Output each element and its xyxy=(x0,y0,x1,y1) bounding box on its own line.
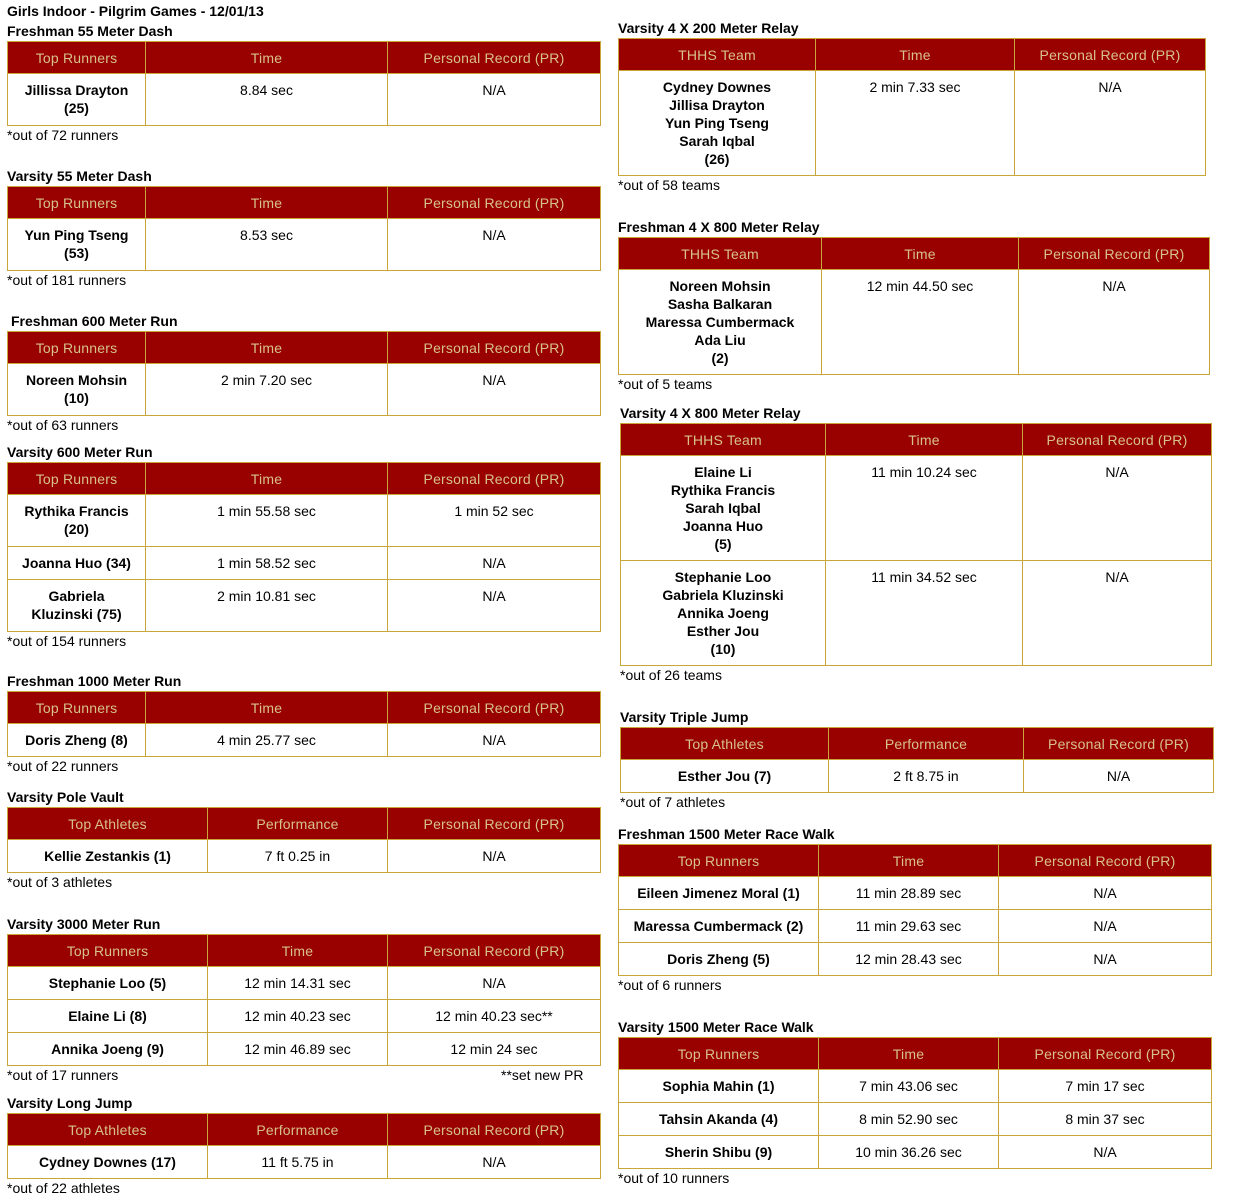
column-header-top-runners: Top Runners xyxy=(8,187,146,219)
column-header-personal-record-pr: Personal Record (PR) xyxy=(388,42,601,74)
athlete-name-line: Noreen Mohsin xyxy=(669,278,771,294)
column-header-top-runners: Top Runners xyxy=(8,463,146,495)
header-row xyxy=(619,1038,1212,1070)
table-row xyxy=(619,1103,1212,1136)
table-row xyxy=(8,547,601,580)
athlete-name-cell xyxy=(8,840,208,873)
personal-record-cell: N/A xyxy=(388,1146,601,1179)
athlete-name-cell xyxy=(621,760,829,793)
section-footnote xyxy=(618,1169,1211,1187)
result-cell: 2 min 10.81 sec xyxy=(146,580,388,632)
footnote-text: *out of 7 athletes xyxy=(620,794,726,810)
personal-record-cell: N/A xyxy=(388,580,601,632)
athlete-name-line: Cydney Downes (17) xyxy=(39,1154,176,1170)
section-footnote xyxy=(7,1066,600,1084)
athlete-name-line: Doris Zheng (8) xyxy=(25,732,128,748)
athlete-name-line: Joanna Huo xyxy=(682,518,764,534)
section-title: Freshman 1500 Meter Race Walk xyxy=(618,826,835,842)
table-row xyxy=(619,943,1212,976)
athlete-name-cell xyxy=(8,495,146,547)
column-header-top-runners: Top Runners xyxy=(8,935,208,967)
athlete-name-line: Sarah Iqbal xyxy=(685,500,761,516)
column-header-top-runners: Top Runners xyxy=(8,332,146,364)
personal-record-cell: N/A xyxy=(999,943,1212,976)
results-table xyxy=(7,186,601,271)
personal-record-cell: N/A xyxy=(388,840,601,873)
results-table xyxy=(620,423,1212,666)
section-title: Varsity Triple Jump xyxy=(620,709,749,725)
athlete-name-line: (53) xyxy=(64,245,89,261)
table-row xyxy=(8,364,601,416)
document-title: Girls Indoor - Pilgrim Games - 12/01/13 xyxy=(7,3,264,19)
section-title: Varsity 55 Meter Dash xyxy=(7,168,152,184)
personal-record-cell: 12 min 24 sec xyxy=(388,1033,601,1066)
section-footnote xyxy=(618,375,1209,393)
athlete-name-line: Stephanie Loo (5) xyxy=(48,975,167,991)
athlete-name-cell xyxy=(619,1136,819,1169)
athlete-name-line: Cydney Downes xyxy=(662,79,772,95)
column-header-top-athletes: Top Athletes xyxy=(621,728,829,760)
footnote-text: *out of 22 runners xyxy=(7,758,119,774)
athlete-name-cell xyxy=(8,1033,208,1066)
column-header-time: Time xyxy=(146,692,388,724)
athlete-name-line: Noreen Mohsin xyxy=(25,372,128,388)
section-varsity-long-jump xyxy=(7,1095,600,1197)
result-cell: 8.53 sec xyxy=(146,219,388,271)
personal-record-cell: 7 min 17 sec xyxy=(999,1070,1212,1103)
section-freshman-600-meter-run xyxy=(7,313,600,434)
personal-record-cell: N/A xyxy=(388,364,601,416)
results-table xyxy=(7,462,601,632)
athlete-name-cell xyxy=(8,580,146,632)
result-cell: 1 min 55.58 sec xyxy=(146,495,388,547)
column-header-time: Time xyxy=(208,935,388,967)
header-row xyxy=(619,39,1206,71)
section-title: Freshman 1000 Meter Run xyxy=(7,673,182,689)
personal-record-cell: N/A xyxy=(388,724,601,757)
column-header-time: Time xyxy=(146,332,388,364)
header-row xyxy=(619,845,1212,877)
section-varsity-1500-meter-race-walk xyxy=(618,1019,1211,1187)
athlete-name-cell xyxy=(621,456,826,561)
athlete-name-cell xyxy=(8,724,146,757)
result-cell: 2 min 7.20 sec xyxy=(146,364,388,416)
results-table xyxy=(618,237,1210,375)
section-title: Varsity Pole Vault xyxy=(7,789,124,805)
header-row xyxy=(8,692,601,724)
footnote-text: *out of 3 athletes xyxy=(7,874,113,890)
athlete-name-line: Jillissa Drayton xyxy=(24,82,129,98)
athlete-name-cell xyxy=(619,877,819,910)
athlete-name-line: Annika Joeng xyxy=(677,605,769,621)
result-cell: 7 min 43.06 sec xyxy=(819,1070,999,1103)
result-cell: 10 min 36.26 sec xyxy=(819,1136,999,1169)
results-table xyxy=(7,1113,601,1179)
personal-record-cell: N/A xyxy=(1015,71,1206,176)
table-row xyxy=(619,270,1210,375)
athlete-name-cell xyxy=(8,219,146,271)
column-header-personal-record-pr: Personal Record (PR) xyxy=(388,1114,601,1146)
column-header-personal-record-pr: Personal Record (PR) xyxy=(1023,424,1212,456)
section-title: Varsity 4 X 200 Meter Relay xyxy=(618,20,799,36)
column-header-thhs-team: THHS Team xyxy=(621,424,826,456)
section-freshman-1500-meter-race-walk xyxy=(618,826,1211,994)
athlete-name-line: Esther Jou xyxy=(686,623,760,639)
section-title: Freshman 55 Meter Dash xyxy=(7,23,173,39)
athlete-name-line: (10) xyxy=(710,641,736,657)
column-header-personal-record-pr: Personal Record (PR) xyxy=(999,1038,1212,1070)
personal-record-cell: N/A xyxy=(1019,270,1210,375)
table-row xyxy=(8,580,601,632)
footnote-text: *out of 154 runners xyxy=(7,633,127,649)
athlete-name-line: Maressa Cumbermack xyxy=(645,314,795,330)
footnote-text: *out of 58 teams xyxy=(618,177,720,193)
column-header-personal-record-pr: Personal Record (PR) xyxy=(1019,238,1210,270)
result-cell: 2 ft 8.75 in xyxy=(829,760,1024,793)
athlete-name-line: (26) xyxy=(704,151,730,167)
section-title: Freshman 600 Meter Run xyxy=(11,313,178,329)
athlete-name-line: Gabriela Kluzinski xyxy=(662,587,784,603)
table-row xyxy=(619,877,1212,910)
athlete-name-line: Ada Liu xyxy=(694,332,746,348)
athlete-name-line: Rythika Francis xyxy=(24,503,129,519)
table-row xyxy=(8,74,601,126)
athlete-name-line: Esther Jou (7) xyxy=(677,768,772,784)
footnote-text: *out of 181 runners xyxy=(7,272,127,288)
athlete-name-line: (2) xyxy=(711,350,729,366)
header-row xyxy=(8,463,601,495)
results-table xyxy=(7,331,601,416)
column-header-time: Time xyxy=(146,187,388,219)
athlete-name-cell xyxy=(8,967,208,1000)
column-header-top-runners: Top Runners xyxy=(619,1038,819,1070)
athlete-name-line: Sasha Balkaran xyxy=(667,296,773,312)
result-cell: 11 min 34.52 sec xyxy=(826,561,1023,666)
table-row xyxy=(8,1000,601,1033)
section-footnote xyxy=(620,666,1211,684)
athlete-name-cell xyxy=(8,364,146,416)
results-table xyxy=(7,934,601,1066)
column-header-personal-record-pr: Personal Record (PR) xyxy=(388,463,601,495)
column-header-personal-record-pr: Personal Record (PR) xyxy=(388,935,601,967)
result-cell: 12 min 46.89 sec xyxy=(208,1033,388,1066)
column-header-performance: Performance xyxy=(829,728,1024,760)
athlete-name-line: Kellie Zestankis (1) xyxy=(44,848,171,864)
footnote-text: *out of 17 runners xyxy=(7,1067,119,1083)
column-header-thhs-team: THHS Team xyxy=(619,39,816,71)
athlete-name-line: (25) xyxy=(64,100,89,116)
result-cell: 11 min 29.63 sec xyxy=(819,910,999,943)
section-footnote xyxy=(7,757,600,775)
section-varsity-600-meter-run xyxy=(7,444,600,650)
result-cell: 12 min 14.31 sec xyxy=(208,967,388,1000)
section-footnote xyxy=(7,1179,600,1197)
section-title: Varsity 3000 Meter Run xyxy=(7,916,161,932)
athlete-name-line: Elaine Li xyxy=(694,464,752,480)
header-row xyxy=(621,424,1212,456)
table-row xyxy=(8,495,601,547)
section-footnote xyxy=(7,416,600,434)
athlete-name-line: Gabriela xyxy=(48,588,105,604)
table-row xyxy=(8,967,601,1000)
column-header-thhs-team: THHS Team xyxy=(619,238,822,270)
table-row xyxy=(619,71,1206,176)
footnote-text: *out of 5 teams xyxy=(618,376,713,392)
athlete-name-line: Joanna Huo (34) xyxy=(22,555,131,571)
athlete-name-line: Sarah Iqbal xyxy=(679,133,755,149)
results-table xyxy=(618,844,1212,976)
column-header-top-runners: Top Runners xyxy=(8,692,146,724)
footnote-text: *out of 26 teams xyxy=(620,667,722,683)
table-row xyxy=(8,219,601,271)
results-table xyxy=(618,1037,1212,1169)
column-header-time: Time xyxy=(822,238,1019,270)
result-cell: 7 ft 0.25 in xyxy=(208,840,388,873)
header-row xyxy=(8,332,601,364)
personal-record-cell: 1 min 52 sec xyxy=(388,495,601,547)
header-row xyxy=(8,808,601,840)
column-header-personal-record-pr: Personal Record (PR) xyxy=(388,187,601,219)
athlete-name-line: Yun Ping Tseng xyxy=(665,115,769,131)
result-cell: 12 min 40.23 sec xyxy=(208,1000,388,1033)
section-varsity-pole-vault xyxy=(7,789,600,891)
header-row xyxy=(8,1114,601,1146)
footnote-text: *out of 6 runners xyxy=(618,977,722,993)
column-header-personal-record-pr: Personal Record (PR) xyxy=(1024,728,1214,760)
section-footnote xyxy=(618,176,1205,194)
athlete-name-line: Doris Zheng (5) xyxy=(667,951,770,967)
table-row xyxy=(619,910,1212,943)
athlete-name-cell xyxy=(8,1146,208,1179)
athlete-name-cell xyxy=(619,71,816,176)
section-footnote xyxy=(7,271,600,289)
athlete-name-line: Stephanie Loo xyxy=(674,569,772,585)
athlete-name-line: Jillisa Drayton xyxy=(669,97,765,113)
section-varsity-triple-jump xyxy=(620,709,1213,811)
personal-record-cell: N/A xyxy=(1024,760,1214,793)
column-header-top-runners: Top Runners xyxy=(8,42,146,74)
athlete-name-line: (20) xyxy=(64,521,89,537)
section-footnote xyxy=(620,793,1213,811)
header-row xyxy=(8,42,601,74)
column-header-time: Time xyxy=(819,845,999,877)
column-header-time: Time xyxy=(816,39,1015,71)
section-freshman-4-x-800-meter-relay xyxy=(618,219,1209,393)
result-cell: 12 min 44.50 sec xyxy=(822,270,1019,375)
personal-record-cell: N/A xyxy=(388,74,601,126)
section-footnote xyxy=(7,873,600,891)
athlete-name-line: Tahsin Akanda (4) xyxy=(658,1111,779,1127)
athlete-name-line: Elaine Li (8) xyxy=(68,1008,147,1024)
table-row xyxy=(621,456,1212,561)
result-cell: 8.84 sec xyxy=(146,74,388,126)
results-table xyxy=(7,691,601,757)
athlete-name-line: Annika Joeng (9) xyxy=(51,1041,164,1057)
athlete-name-line: Sherin Shibu (9) xyxy=(664,1144,773,1160)
table-row xyxy=(8,724,601,757)
column-header-top-runners: Top Runners xyxy=(619,845,819,877)
table-row xyxy=(619,1070,1212,1103)
header-row xyxy=(619,238,1210,270)
personal-record-cell: 8 min 37 sec xyxy=(999,1103,1212,1136)
personal-record-cell: N/A xyxy=(388,547,601,580)
column-header-time: Time xyxy=(826,424,1023,456)
result-cell: 1 min 58.52 sec xyxy=(146,547,388,580)
athlete-name-line: (10) xyxy=(64,390,89,406)
section-title: Varsity 600 Meter Run xyxy=(7,444,153,460)
personal-record-cell: N/A xyxy=(999,910,1212,943)
section-title: Varsity Long Jump xyxy=(7,1095,133,1111)
header-row xyxy=(8,935,601,967)
section-varsity-3000-meter-run xyxy=(7,916,600,1084)
athlete-name-cell xyxy=(619,1070,819,1103)
footnote-new-pr: **set new PR xyxy=(501,1067,584,1083)
column-header-top-athletes: Top Athletes xyxy=(8,1114,208,1146)
section-title: Varsity 1500 Meter Race Walk xyxy=(618,1019,814,1035)
athlete-name-cell xyxy=(619,943,819,976)
section-freshman-55-meter-dash xyxy=(7,23,600,144)
athlete-name-cell xyxy=(619,910,819,943)
header-row xyxy=(8,187,601,219)
table-row xyxy=(621,760,1214,793)
section-footnote xyxy=(7,632,600,650)
footnote-text: *out of 72 runners xyxy=(7,127,119,143)
result-cell: 4 min 25.77 sec xyxy=(146,724,388,757)
athlete-name-cell xyxy=(621,561,826,666)
table-row xyxy=(8,1033,601,1066)
result-cell: 8 min 52.90 sec xyxy=(819,1103,999,1136)
column-header-personal-record-pr: Personal Record (PR) xyxy=(388,808,601,840)
column-header-performance: Performance xyxy=(208,808,388,840)
result-cell: 11 min 28.89 sec xyxy=(819,877,999,910)
results-table xyxy=(7,41,601,126)
athlete-name-line: Rythika Francis xyxy=(670,482,776,498)
column-header-personal-record-pr: Personal Record (PR) xyxy=(388,692,601,724)
result-cell: 2 min 7.33 sec xyxy=(816,71,1015,176)
results-table xyxy=(620,727,1214,793)
personal-record-cell: N/A xyxy=(1023,561,1212,666)
column-header-personal-record-pr: Personal Record (PR) xyxy=(999,845,1212,877)
column-header-time: Time xyxy=(819,1038,999,1070)
personal-record-cell: N/A xyxy=(388,219,601,271)
section-footnote xyxy=(618,976,1211,994)
result-cell: 12 min 28.43 sec xyxy=(819,943,999,976)
personal-record-cell: N/A xyxy=(1023,456,1212,561)
athlete-name-cell xyxy=(8,547,146,580)
personal-record-cell: 12 min 40.23 sec** xyxy=(388,1000,601,1033)
column-header-personal-record-pr: Personal Record (PR) xyxy=(1015,39,1206,71)
athlete-name-cell xyxy=(8,1000,208,1033)
athlete-name-line: Eileen Jimenez Moral (1) xyxy=(637,885,800,901)
personal-record-cell: N/A xyxy=(999,1136,1212,1169)
section-varsity-4-x-800-meter-relay xyxy=(620,405,1211,684)
results-table xyxy=(7,807,601,873)
athlete-name-cell xyxy=(619,270,822,375)
section-varsity-4-x-200-meter-relay xyxy=(618,20,1205,194)
athlete-name-line: Maressa Cumbermack (2) xyxy=(633,918,804,934)
section-varsity-55-meter-dash xyxy=(7,168,600,289)
section-freshman-1000-meter-run xyxy=(7,673,600,775)
athlete-name-line: Kluzinski (75) xyxy=(31,606,122,622)
athlete-name-line: Yun Ping Tseng xyxy=(24,227,129,243)
table-row xyxy=(619,1136,1212,1169)
personal-record-cell: N/A xyxy=(388,967,601,1000)
section-title: Freshman 4 X 800 Meter Relay xyxy=(618,219,820,235)
result-cell: 11 ft 5.75 in xyxy=(208,1146,388,1179)
athlete-name-cell xyxy=(619,1103,819,1136)
column-header-time: Time xyxy=(146,42,388,74)
section-footnote xyxy=(7,126,600,144)
footnote-text: *out of 22 athletes xyxy=(7,1180,120,1196)
column-header-top-athletes: Top Athletes xyxy=(8,808,208,840)
table-row xyxy=(8,840,601,873)
athlete-name-cell xyxy=(8,74,146,126)
column-header-performance: Performance xyxy=(208,1114,388,1146)
table-row xyxy=(8,1146,601,1179)
section-title: Varsity 4 X 800 Meter Relay xyxy=(620,405,801,421)
athlete-name-line: (5) xyxy=(714,536,732,552)
results-table xyxy=(618,38,1206,176)
header-row xyxy=(621,728,1214,760)
column-header-time: Time xyxy=(146,463,388,495)
footnote-text: *out of 63 runners xyxy=(7,417,119,433)
result-cell: 11 min 10.24 sec xyxy=(826,456,1023,561)
personal-record-cell: N/A xyxy=(999,877,1212,910)
table-row xyxy=(621,561,1212,666)
athlete-name-line: Sophia Mahin (1) xyxy=(662,1078,775,1094)
footnote-text: *out of 10 runners xyxy=(618,1170,730,1186)
column-header-personal-record-pr: Personal Record (PR) xyxy=(388,332,601,364)
